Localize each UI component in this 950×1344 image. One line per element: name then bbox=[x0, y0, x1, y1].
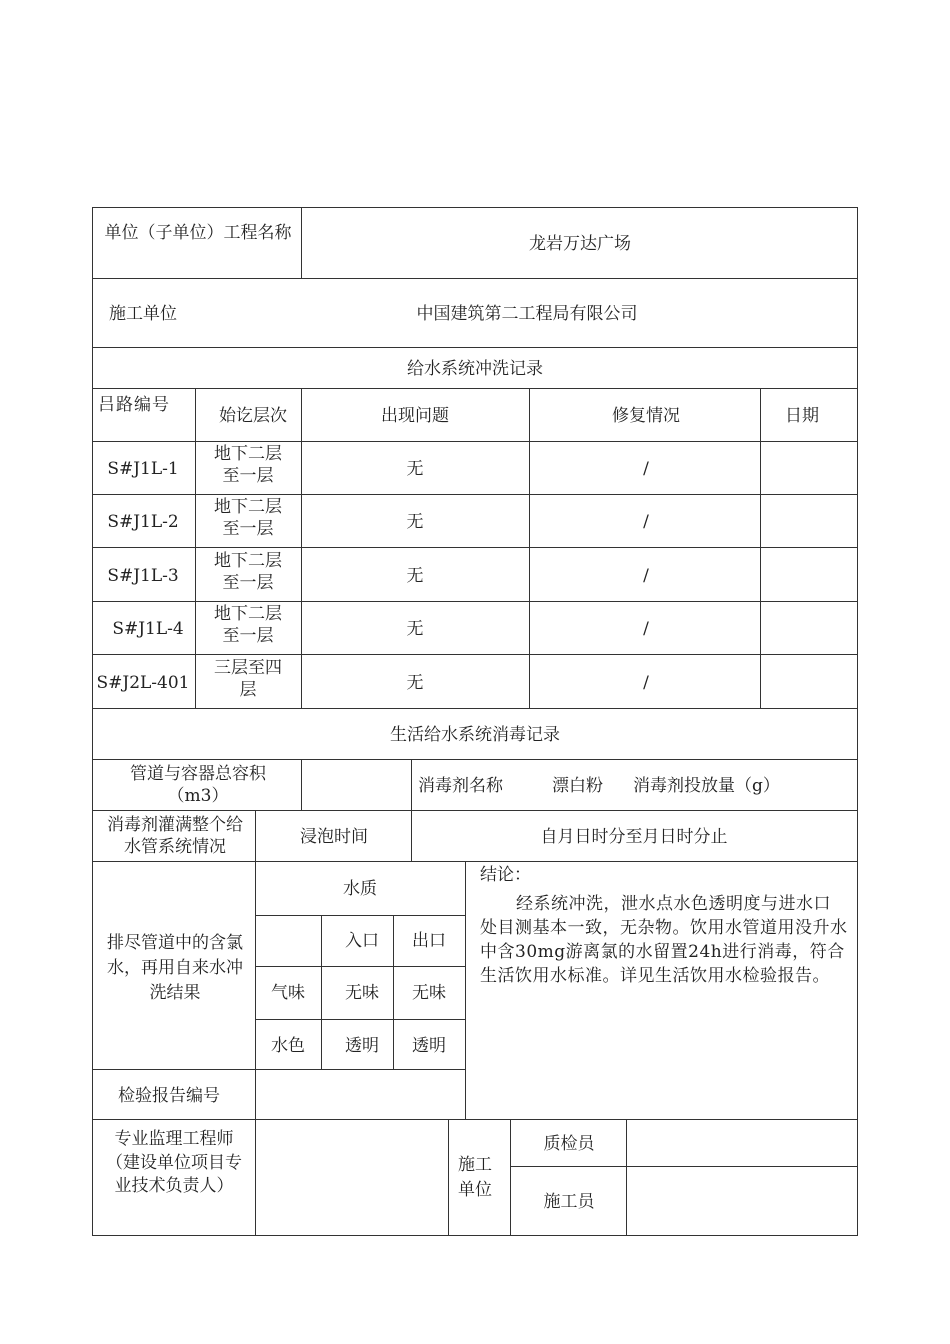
color-label: 水色 bbox=[271, 1036, 305, 1056]
rule bbox=[510, 1119, 511, 1236]
rule bbox=[92, 654, 858, 655]
rule bbox=[92, 1069, 465, 1070]
rule bbox=[92, 759, 858, 760]
rule bbox=[255, 1019, 465, 1020]
rule bbox=[465, 861, 466, 1119]
flush-record-title: 给水系统冲洗记录 bbox=[407, 359, 543, 379]
column-header-date: 日期 bbox=[785, 406, 819, 426]
table-row-2-repair: / bbox=[643, 512, 649, 532]
rule bbox=[92, 347, 858, 348]
conclusion-text: 经系统冲洗，泄水点水色透明度与进水口处目测基本一致，无杂物。饮用水管道用没升水中含30mg游离氯的水留置24h进行消毒，符合生活饮用水标准。详见生活饮用水检验报告。 bbox=[480, 894, 848, 986]
table-row-4-code: S#J1L-4 bbox=[112, 619, 184, 639]
table-row-3-repair: / bbox=[643, 566, 649, 586]
builder-label: 施工单位 bbox=[458, 1155, 492, 1200]
project-unit-label: 单位（子单位）工程名称 bbox=[104, 223, 292, 243]
color-outlet-value: 透明 bbox=[412, 1036, 446, 1056]
project-unit-value: 龙岩万达广场 bbox=[529, 234, 631, 254]
table-row-2-problem: 无 bbox=[406, 512, 424, 532]
column-header-code: 吕路编号 bbox=[98, 395, 170, 415]
rule bbox=[301, 388, 302, 708]
rule bbox=[92, 861, 858, 862]
table-row-3-floors: 地下二层至一层 bbox=[214, 551, 282, 593]
table-row-3-problem: 无 bbox=[406, 566, 424, 586]
drain-flush-result-label: 排尽管道中的含氯水，再用自来水冲洗结果 bbox=[107, 933, 243, 1003]
agent-dose-label: 消毒剂投放量（g） bbox=[633, 776, 780, 796]
rule bbox=[92, 810, 858, 811]
table-row-1-code: S#J1L-1 bbox=[107, 459, 179, 479]
rule bbox=[255, 915, 465, 916]
rule bbox=[92, 441, 858, 442]
conclusion-label: 结论： bbox=[480, 865, 531, 885]
rule bbox=[92, 601, 858, 602]
table-row-1-floors: 地下二层至一层 bbox=[214, 444, 282, 486]
supervisor-label: 专业监理工程师（建设单位项目专业技术负责人） bbox=[106, 1129, 242, 1196]
rule bbox=[92, 278, 858, 279]
table-row-5-code: S#J2L-401 bbox=[96, 673, 190, 693]
contractor-label: 施工单位 bbox=[109, 304, 177, 324]
inspector-label: 质检员 bbox=[543, 1134, 595, 1154]
outlet-label: 出口 bbox=[412, 931, 446, 951]
rule bbox=[529, 388, 530, 708]
table-row-2-floors: 地下二层至一层 bbox=[214, 497, 282, 539]
odor-label: 气味 bbox=[271, 983, 305, 1003]
rule bbox=[92, 494, 858, 495]
rule bbox=[393, 915, 394, 1069]
rule bbox=[626, 1119, 627, 1236]
table-row-4-repair: / bbox=[643, 619, 649, 639]
rule bbox=[92, 1119, 858, 1120]
table-row-1-repair: / bbox=[643, 459, 649, 479]
soak-time-label: 浸泡时间 bbox=[300, 827, 368, 847]
rule bbox=[92, 708, 858, 709]
rule bbox=[411, 759, 412, 861]
odor-outlet-value: 无味 bbox=[412, 983, 446, 1003]
rule bbox=[255, 966, 465, 967]
agent-name-label: 消毒剂名称 bbox=[418, 776, 503, 796]
rule bbox=[448, 1119, 449, 1236]
rule bbox=[92, 388, 858, 389]
table-row-5-problem: 无 bbox=[406, 673, 424, 693]
column-header-floors: 始讫层次 bbox=[219, 406, 287, 426]
report-number-label: 检验报告编号 bbox=[118, 1086, 220, 1106]
rule bbox=[195, 388, 196, 708]
soak-time-value: 自月日时分至月日时分止 bbox=[540, 827, 728, 847]
column-header-problem: 出现问题 bbox=[381, 406, 449, 426]
table-row-4-problem: 无 bbox=[406, 619, 424, 639]
table-row-5-floors: 三层至四层 bbox=[214, 658, 282, 700]
table-row-1-problem: 无 bbox=[406, 459, 424, 479]
disinfection-record-title: 生活给水系统消毒记录 bbox=[390, 725, 560, 745]
table-row-5-repair: / bbox=[643, 673, 649, 693]
color-inlet-value: 透明 bbox=[345, 1036, 379, 1056]
worker-label: 施工员 bbox=[543, 1192, 595, 1212]
rule bbox=[510, 1166, 858, 1167]
rule bbox=[321, 915, 322, 1069]
rule bbox=[760, 388, 761, 708]
table-row-4-floors: 地下二层至一层 bbox=[214, 604, 282, 646]
inlet-label: 入口 bbox=[345, 931, 379, 951]
column-header-repair: 修复情况 bbox=[612, 406, 680, 426]
water-quality-label: 水质 bbox=[343, 879, 377, 899]
volume-label: 管道与容器总容积（m3） bbox=[130, 764, 266, 806]
rule bbox=[92, 547, 858, 548]
contractor-value: 中国建筑第二工程局有限公司 bbox=[416, 304, 638, 324]
odor-inlet-value: 无味 bbox=[345, 983, 379, 1003]
rule bbox=[255, 810, 256, 1236]
agent-name-value: 漂白粉 bbox=[552, 776, 603, 796]
fill-status-label: 消毒剂灌满整个给水管系统情况 bbox=[107, 815, 243, 857]
rule bbox=[301, 759, 302, 810]
table-row-3-code: S#J1L-3 bbox=[107, 566, 179, 586]
rule bbox=[301, 207, 302, 278]
table-row-2-code: S#J1L-2 bbox=[107, 512, 179, 532]
